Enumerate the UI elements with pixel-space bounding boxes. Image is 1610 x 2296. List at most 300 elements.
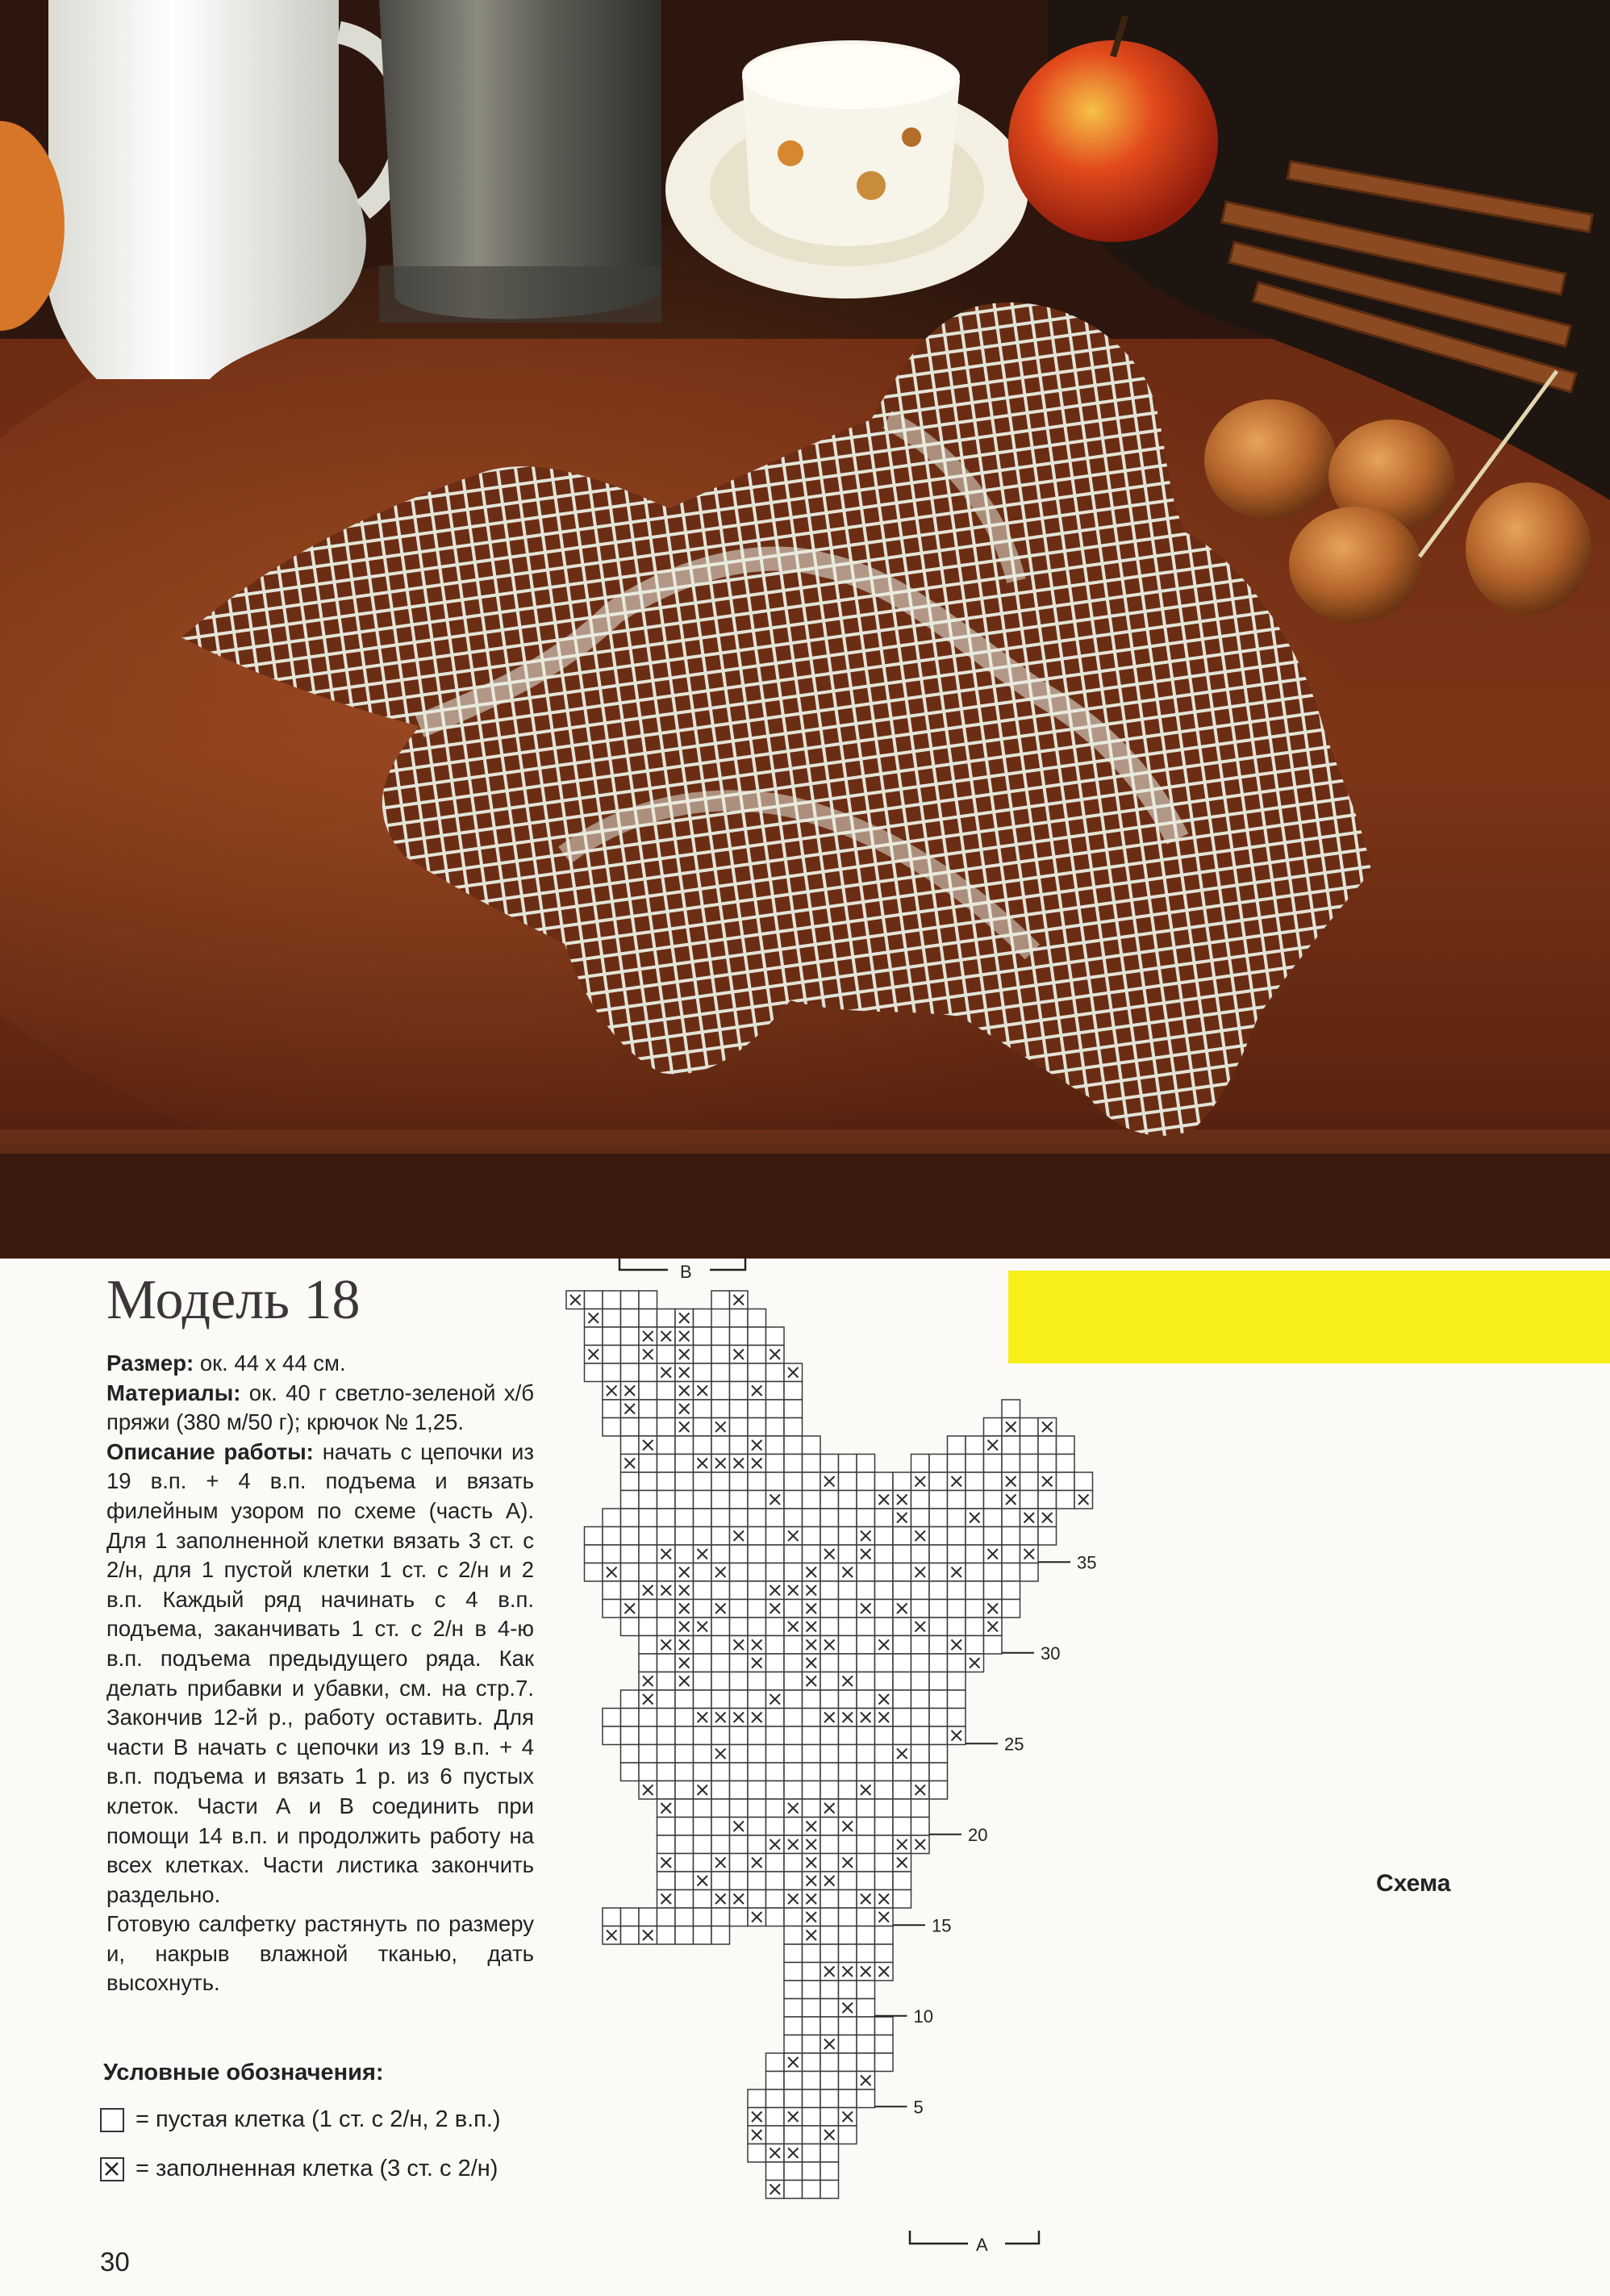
- empty-cell: [766, 1382, 785, 1401]
- empty-cell: [711, 1672, 730, 1691]
- empty-cell: [657, 1745, 676, 1764]
- empty-cell: [820, 1455, 839, 1473]
- empty-cell: [803, 1545, 821, 1563]
- empty-cell: [803, 1963, 821, 1981]
- empty-cell: [766, 1854, 785, 1872]
- empty-cell: [621, 1690, 640, 1709]
- empty-cell: [875, 1944, 894, 1963]
- empty-cell: [748, 1346, 766, 1364]
- empty-cell: [748, 1745, 766, 1764]
- empty-cell: [839, 1545, 857, 1563]
- empty-cell: [730, 1382, 749, 1401]
- empty-cell: [675, 1545, 694, 1563]
- empty-cell: [966, 1491, 984, 1509]
- empty-cell: [621, 1908, 640, 1927]
- empty-cell: [730, 1908, 749, 1927]
- empty-cell: [657, 1346, 676, 1364]
- empty-cell: [803, 2053, 821, 2072]
- empty-cell: [639, 1509, 657, 1527]
- empty-cell: [694, 1418, 712, 1437]
- empty-cell: [857, 1491, 875, 1509]
- empty-cell: [803, 2126, 821, 2144]
- empty-cell: [929, 1726, 948, 1745]
- empty-cell: [984, 1455, 1003, 1473]
- empty-cell: [657, 1400, 676, 1418]
- empty-cell: [966, 1618, 984, 1636]
- empty-cell: [857, 2035, 875, 2054]
- empty-cell: [694, 1690, 712, 1709]
- empty-cell: [621, 1327, 640, 1346]
- empty-cell: [639, 1455, 657, 1473]
- empty-cell: [893, 1726, 911, 1745]
- empty-cell: [657, 1382, 676, 1401]
- empty-cell: [694, 1927, 712, 1945]
- empty-cell: [893, 1527, 911, 1546]
- empty-cell: [657, 1927, 676, 1945]
- empty-cell: [730, 1781, 749, 1800]
- empty-cell: [893, 1636, 911, 1655]
- empty-cell: [603, 1363, 621, 1382]
- empty-cell: [820, 1509, 839, 1527]
- empty-cell: [657, 1835, 676, 1854]
- empty-cell: [929, 1636, 948, 1655]
- empty-cell: [748, 1363, 766, 1382]
- empty-cell: [639, 1491, 657, 1509]
- empty-cell: [711, 1872, 730, 1890]
- empty-cell: [748, 1472, 766, 1491]
- empty-cell: [675, 1818, 694, 1836]
- empty-cell: [675, 1690, 694, 1709]
- empty-cell: [730, 1872, 749, 1890]
- empty-cell: [984, 1527, 1003, 1546]
- empty-cell: [766, 1763, 785, 1781]
- empty-cell: [1020, 1455, 1039, 1473]
- empty-cell: [857, 1726, 875, 1745]
- empty-cell: [657, 1654, 676, 1672]
- empty-cell: [857, 2089, 875, 2108]
- empty-cell: [839, 1927, 857, 1945]
- empty-cell: [929, 1472, 948, 1491]
- empty-cell: [966, 1563, 984, 1582]
- empty-cell: [803, 1472, 821, 1491]
- empty-cell: [694, 1581, 712, 1600]
- empty-cell: [1002, 1563, 1020, 1582]
- empty-cell: [875, 1618, 894, 1636]
- empty-cell: [1002, 1436, 1020, 1455]
- empty-cell: [820, 1745, 839, 1764]
- empty-cell: [694, 1527, 712, 1546]
- empty-cell: [621, 1581, 640, 1600]
- empty-cell: [694, 1363, 712, 1382]
- empty-cell: [820, 1835, 839, 1854]
- empty-cell: [766, 1436, 785, 1455]
- empty-cell: [730, 1690, 749, 1709]
- empty-cell: [657, 1618, 676, 1636]
- empty-cell: [766, 1726, 785, 1745]
- empty-cell: [803, 1981, 821, 1999]
- empty-cell: [784, 1672, 803, 1691]
- empty-cell: [657, 1781, 676, 1800]
- empty-cell: [603, 1908, 621, 1927]
- empty-cell: [893, 1654, 911, 1672]
- row-number-label: 5: [913, 2097, 924, 2118]
- empty-cell: [1020, 1436, 1039, 1455]
- empty-cell: [675, 1527, 694, 1546]
- empty-cell: [766, 2126, 785, 2144]
- empty-cell: [893, 1818, 911, 1836]
- empty-cell: [694, 1854, 712, 1872]
- empty-cell: [621, 1545, 640, 1563]
- empty-cell: [730, 1835, 749, 1854]
- empty-cell: [766, 1872, 785, 1890]
- empty-cell: [766, 1327, 785, 1346]
- empty-cell: [784, 1545, 803, 1563]
- empty-cell: [857, 1618, 875, 1636]
- empty-cell: [784, 1781, 803, 1800]
- empty-cell: [784, 1472, 803, 1491]
- empty-cell: [675, 1799, 694, 1818]
- empty-cell: [911, 1690, 930, 1709]
- empty-cell: [820, 1763, 839, 1781]
- empty-cell: [748, 2144, 766, 2163]
- empty-cell: [857, 1745, 875, 1764]
- empty-cell: [711, 1436, 730, 1455]
- empty-cell: [711, 1581, 730, 1600]
- empty-cell: [839, 1745, 857, 1764]
- legend-item-filled: [100, 2156, 498, 2182]
- empty-cell: [730, 1581, 749, 1600]
- empty-cell: [766, 2053, 785, 2072]
- empty-cell: [929, 1509, 948, 1527]
- empty-cell: [711, 1799, 730, 1818]
- empty-cell: [784, 2035, 803, 2054]
- empty-cell: [711, 1818, 730, 1836]
- empty-cell: [585, 1291, 603, 1309]
- empty-cell: [621, 1363, 640, 1382]
- empty-cell: [621, 1418, 640, 1437]
- empty-cell: [621, 1745, 640, 1764]
- empty-cell: [803, 1999, 821, 2018]
- empty-cell: [657, 1563, 676, 1582]
- empty-cell: [803, 2144, 821, 2163]
- empty-cell: [948, 1455, 966, 1473]
- empty-cell: [748, 2089, 766, 2108]
- empty-cell: [929, 1745, 948, 1764]
- empty-cell: [748, 1600, 766, 1618]
- empty-cell: [1057, 1436, 1075, 1455]
- empty-cell: [839, 1618, 857, 1636]
- empty-cell: [803, 2108, 821, 2127]
- empty-cell: [694, 1327, 712, 1346]
- empty-cell: [639, 1418, 657, 1437]
- empty-cell: [803, 1709, 821, 1727]
- empty-cell: [893, 1618, 911, 1636]
- empty-cell: [948, 1709, 966, 1727]
- empty-cell: [857, 1927, 875, 1945]
- empty-cell: [1038, 1527, 1057, 1546]
- empty-cell: [966, 1636, 984, 1655]
- empty-cell: [694, 1818, 712, 1836]
- empty-cell: [1038, 1436, 1057, 1455]
- empty-cell: [911, 1636, 930, 1655]
- empty-cell: [766, 1527, 785, 1546]
- empty-cell: [711, 1291, 730, 1309]
- empty-cell: [839, 2017, 857, 2035]
- empty-cell: [748, 1509, 766, 1527]
- empty-cell: [839, 1835, 857, 1854]
- empty-cell: [893, 1763, 911, 1781]
- empty-cell: [730, 1472, 749, 1491]
- empty-cell: [603, 1545, 621, 1563]
- empty-cell: [585, 1563, 603, 1582]
- empty-cell: [893, 1545, 911, 1563]
- empty-cell: [929, 1455, 948, 1473]
- empty-cell: [929, 1690, 948, 1709]
- empty-cell: [784, 2181, 803, 2199]
- empty-cell: [820, 2053, 839, 2072]
- empty-cell: [784, 1981, 803, 1999]
- empty-cell: [893, 1581, 911, 1600]
- empty-cell: [675, 1509, 694, 1527]
- empty-cell: [893, 1781, 911, 1800]
- row-number-label: 20: [968, 1824, 988, 1845]
- empty-cell: [1038, 1455, 1057, 1473]
- empty-cell: [857, 1636, 875, 1655]
- empty-cell: [639, 1545, 657, 1563]
- empty-cell: [839, 1781, 857, 1800]
- page-number: 30: [100, 2247, 130, 2277]
- empty-cell: [875, 1927, 894, 1945]
- empty-cell: [839, 1600, 857, 1618]
- empty-cell: [675, 1709, 694, 1727]
- empty-cell: [803, 2162, 821, 2181]
- empty-cell: [730, 1327, 749, 1346]
- empty-cell: [875, 2035, 894, 2054]
- empty-cell: [711, 1509, 730, 1527]
- empty-cell: [603, 1581, 621, 1600]
- empty-cell: [694, 1799, 712, 1818]
- empty-cell: [766, 1908, 785, 1927]
- legend-filled-text: = заполненная клетка (3 ст. с 2/н): [136, 2156, 498, 2181]
- empty-cell: [875, 1472, 894, 1491]
- empty-cell: [639, 1726, 657, 1745]
- row-number-label: 15: [932, 1915, 952, 1936]
- row-number-label: 35: [1077, 1552, 1097, 1573]
- empty-cell: [766, 1890, 785, 1909]
- empty-cell: [730, 1309, 749, 1328]
- schema-label: Схема: [1376, 1870, 1451, 1897]
- empty-cell: [875, 1854, 894, 1872]
- empty-cell: [857, 1763, 875, 1781]
- empty-cell: [675, 1890, 694, 1909]
- empty-cell: [694, 1745, 712, 1764]
- empty-cell: [730, 1363, 749, 1382]
- empty-cell: [784, 2017, 803, 2035]
- empty-cell: [784, 1763, 803, 1781]
- empty-cell: [820, 2089, 839, 2108]
- materials-value: ок. 40 г светло-зеленой х/б пряжи (380 м/50 г); крючок № 1,25.: [106, 1380, 534, 1435]
- empty-cell: [675, 1763, 694, 1781]
- empty-cell: [857, 1872, 875, 1890]
- empty-cell: [893, 1709, 911, 1727]
- empty-cell: [675, 1436, 694, 1455]
- empty-cell: [784, 1400, 803, 1418]
- size-value: ок. 44 х 44 см.: [199, 1350, 346, 1376]
- empty-cell: [621, 1472, 640, 1491]
- empty-cell: [657, 1690, 676, 1709]
- empty-cell: [839, 2126, 857, 2144]
- empty-cell: [657, 1309, 676, 1328]
- empty-cell: [784, 2162, 803, 2181]
- empty-cell: [639, 1382, 657, 1401]
- empty-cell: [911, 1672, 930, 1691]
- empty-cell: [984, 1472, 1003, 1491]
- empty-cell: [694, 1890, 712, 1909]
- empty-cell: [929, 1563, 948, 1582]
- empty-cell: [784, 1563, 803, 1582]
- empty-cell: [711, 1363, 730, 1382]
- empty-cell: [621, 1563, 640, 1582]
- empty-cell: [803, 1455, 821, 1473]
- empty-cell: [803, 1763, 821, 1781]
- empty-cell: [803, 2072, 821, 2090]
- empty-cell: [784, 1436, 803, 1455]
- empty-cell: [748, 1872, 766, 1890]
- empty-cell: [875, 1509, 894, 1527]
- empty-cell: [694, 1346, 712, 1364]
- empty-cell: [929, 1618, 948, 1636]
- part-a-label: А: [976, 2235, 988, 2255]
- empty-cell: [839, 1944, 857, 1963]
- empty-cell: [748, 1418, 766, 1437]
- empty-cell: [730, 1491, 749, 1509]
- empty-cell: [948, 1527, 966, 1546]
- empty-cell: [875, 1835, 894, 1854]
- empty-cell: [730, 1545, 749, 1563]
- empty-cell: [875, 1818, 894, 1836]
- empty-cell: [711, 1636, 730, 1655]
- empty-cell: [766, 1455, 785, 1473]
- empty-cell: [929, 1672, 948, 1691]
- empty-cell: [694, 1472, 712, 1491]
- empty-cell: [621, 1309, 640, 1328]
- empty-cell: [893, 1690, 911, 1709]
- empty-cell: [639, 1618, 657, 1636]
- empty-cell: [766, 1400, 785, 1418]
- empty-cell: [784, 1709, 803, 1727]
- empty-cell: [621, 1709, 640, 1727]
- empty-cell: [929, 1781, 948, 1800]
- empty-cell: [784, 2126, 803, 2144]
- instructions-value: начать с цепочки из 19 в.п. + 4 в.п. подъема и вязать филейным узором по схеме (часть А). Для 1 заполненной клетки вязать 3 ст. с 2/н, для 1 пустой клетки 1 ст. с 2/н и 2 в.п. Каждый ряд начинать с 4 в.п. подъема, заканчивать 1 ст. с 2/н в 4-ю в.п. подъема предыдущего ряда. Как делать прибавки и убавки, см. на стр.7. Закончив 12-й р., работу оставить. Для части В начать с цепочки из 19 в.п. + 4 в.п. подъема и вязать 1 р. из 6 пустых клеток. Части А и В соединить при помощи 14 в.п. и продолжить работу на всех клетках. Части листика закончить раздельно.: [106, 1438, 535, 1907]
- filet-crochet-chart: [548, 1259, 1533, 2296]
- empty-cell: [820, 1726, 839, 1745]
- empty-cell: [984, 1418, 1003, 1437]
- empty-cell: [875, 2017, 894, 2035]
- empty-cell: [784, 1636, 803, 1655]
- empty-cell: [1002, 1581, 1020, 1600]
- empty-cell: [675, 1927, 694, 1945]
- empty-cell: [694, 1636, 712, 1655]
- empty-cell: [657, 1418, 676, 1437]
- empty-cell: [766, 1799, 785, 1818]
- empty-cell: [730, 1400, 749, 1418]
- empty-cell: [803, 1509, 821, 1527]
- empty-cell: [839, 1472, 857, 1491]
- empty-cell: [675, 1781, 694, 1800]
- empty-cell: [766, 1672, 785, 1691]
- empty-cell: [803, 1491, 821, 1509]
- empty-cell: [857, 1854, 875, 1872]
- empty-cell: [694, 1726, 712, 1745]
- empty-cell: [621, 1763, 640, 1781]
- empty-cell: [784, 1600, 803, 1618]
- empty-cell: [875, 1799, 894, 1818]
- empty-cell: [948, 1618, 966, 1636]
- empty-cell: [875, 1654, 894, 1672]
- empty-cell: [857, 1563, 875, 1582]
- empty-cell: [839, 1527, 857, 1546]
- empty-cell: [839, 1981, 857, 1999]
- empty-cell: [820, 1981, 839, 1999]
- empty-cell: [948, 1600, 966, 1618]
- empty-cell: [766, 2108, 785, 2127]
- empty-cell: [711, 1327, 730, 1346]
- empty-cell: [585, 1527, 603, 1546]
- empty-cell: [857, 2053, 875, 2072]
- empty-cell: [911, 1745, 930, 1764]
- empty-cell: [857, 1818, 875, 1836]
- empty-cell: [711, 1726, 730, 1745]
- empty-cell: [766, 1818, 785, 1836]
- empty-cell: [784, 1908, 803, 1927]
- empty-cell: [1057, 1472, 1075, 1491]
- empty-cell: [875, 1745, 894, 1764]
- empty-cell: [766, 1654, 785, 1672]
- empty-cell: [839, 2053, 857, 2072]
- empty-cell: [766, 2162, 785, 2181]
- empty-cell: [929, 1709, 948, 1727]
- empty-cell: [603, 1600, 621, 1618]
- empty-cell: [820, 2181, 839, 2199]
- empty-cell: [675, 1854, 694, 1872]
- empty-cell: [766, 1563, 785, 1582]
- empty-cell: [839, 1690, 857, 1709]
- size-label: Размер:: [106, 1350, 194, 1376]
- empty-cell: [748, 1581, 766, 1600]
- empty-cell: [748, 1799, 766, 1818]
- empty-cell: [748, 1690, 766, 1709]
- empty-cell: [839, 2089, 857, 2108]
- empty-cell: [675, 1455, 694, 1473]
- empty-cell: [639, 1763, 657, 1781]
- empty-cell: [766, 2089, 785, 2108]
- empty-cell: [748, 1763, 766, 1781]
- row-number-label: 25: [1004, 1734, 1024, 1755]
- empty-cell: [748, 1545, 766, 1563]
- empty-cell: [766, 1636, 785, 1655]
- empty-cell: [984, 1581, 1003, 1600]
- empty-cell: [694, 1436, 712, 1455]
- empty-cell: [748, 1726, 766, 1745]
- empty-cell: [639, 1600, 657, 1618]
- empty-cell: [675, 1908, 694, 1927]
- empty-cell: [784, 1999, 803, 2018]
- empty-cell: [820, 1690, 839, 1709]
- empty-cell: [766, 1472, 785, 1491]
- empty-cell: [784, 1927, 803, 1945]
- empty-cell: [639, 1291, 657, 1309]
